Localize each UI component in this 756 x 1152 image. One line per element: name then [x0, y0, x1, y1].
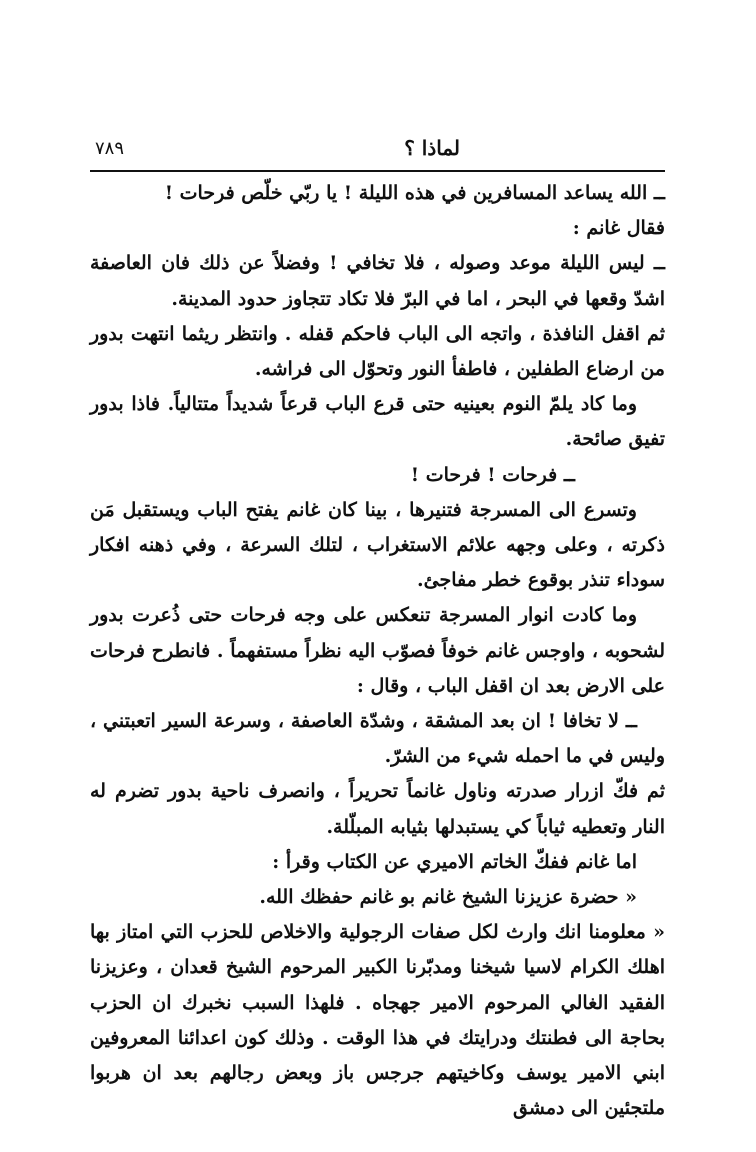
paragraph: « حضرة عزيزنا الشيخ غانم بو غانم حفظك الله.: [259, 886, 637, 909]
page-body: [90, 176, 665, 1126]
paragraph: اما غانم ففكّ الخاتم الاميري عن الكتاب وقرأ :: [272, 850, 637, 873]
chapter-title: لماذا ؟: [404, 136, 460, 160]
page-number: ٧٨٩: [95, 138, 125, 159]
header-divider: [90, 170, 665, 172]
paragraph: ــ فرحات ! فرحات !: [410, 463, 575, 486]
paragraph: ــ ليس الليلة موعد وصوله ، فلا تخافي ! وفضلاً عن ذلك فان العاصفة اشدّ وقعها في البحر ، اما في البرّ فلا تكاد تتجاوز حدود المدينة.: [90, 252, 665, 310]
paragraph: ثم اقفل النافذة ، واتجه الى الباب فاحكم قفله . وانتظر ريثما انتهت بدور من ارضاع الطفلين ، فاطفأ النور وتحوّل الى فراشه.: [90, 322, 665, 381]
page-header: [95, 130, 660, 164]
paragraph: وما كادت انوار المسرجة تنعكس على وجه فرحات حتى ذُعرت بدور لشحوبه ، واوجس غانم خوفاً فصوّب اليه نظراً مستفهماً . فانطرح فرحات على الارض بعد ان اقفل الباب ، وقال :: [90, 604, 666, 697]
paragraph: ثم فكّ ازرار صدرته وناول غانماً تحريراً ، وانصرف ناحية بدور تضرم له النار وتعطيه ثياباً كي يستبدلها بثيابه المبلّلة.: [90, 780, 665, 838]
paragraph: وتسرع الى المسرجة فتنيرها ، بينا كان غانم يفتح الباب ويستقبل مَن ذكرته ، وعلى وجهه علائم الاستغراب ، لتلك السرعة ، وفي ذهنه افكار سوداء تنذر بوقوع خطر مفاجئ.: [90, 498, 665, 592]
paragraph: ــ لا تخافا ! ان بعد المشقة ، وشدّة العاصفة ، وسرعة السير اتعبتني ، وليس في ما احمله شيء من الشرّ.: [90, 710, 665, 768]
paragraph: وما كاد يلمّ النوم بعينيه حتى قرع الباب قرعاً شديداً متتالياً. فاذا بدور تفيق صائحة.: [90, 393, 665, 451]
paragraph: « معلومنا انك وارث لكل صفات الرجولية والاخلاص للحزب التي امتاز بها اهلك الكرام لاسيا شيخنا ومدبّرنا الكبير المرحوم الشيخ قعدان ، وعزيزنا الفقيد الغالي المرحوم الامير جهجاه . فلهذا السبب نخبرك ان الحزب بحاجة الى فطنتك ودرايتك في هذا الوقت . وذلك كون اعدائنا المعروفين ابني الامير يوسف وكاخيتهم جرجس باز وبعض رجالهم بعد ان هربوا ملتجئين الى دمشق: [90, 921, 665, 1120]
paragraph: فقال غانم :: [572, 217, 665, 240]
paragraph: ــ الله يساعد المسافرين في هذه الليلة ! يا ربّي خلّص فرحات !: [164, 182, 665, 204]
